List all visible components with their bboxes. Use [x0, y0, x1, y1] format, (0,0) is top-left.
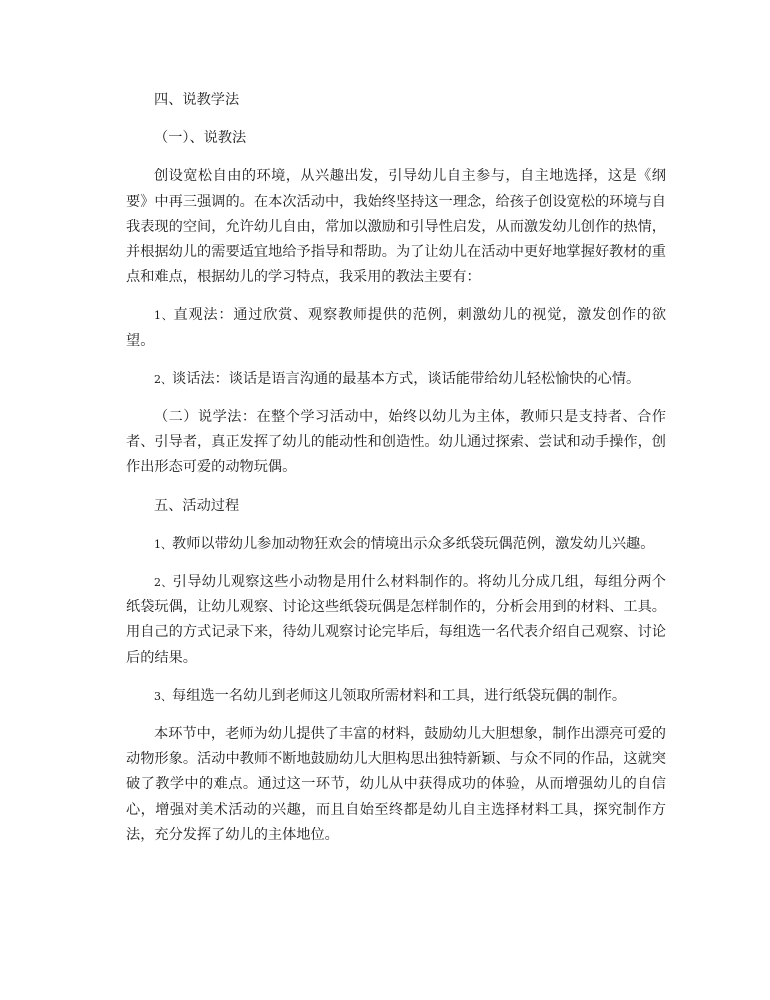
list-item-text: 直观法：通过欣赏、观察教师提供的范例，刺激幼儿的视觉，激发创作的欲望。: [126, 307, 667, 349]
list-item-conversation-method: [126, 367, 666, 392]
list-item-step-3: [126, 684, 666, 709]
section-heading-activity-process: 五、活动过程: [154, 497, 240, 514]
list-item-text: 教师以带幼儿参加动物狂欢会的情境出示众多纸袋玩偶范例，激发幼儿兴趣。: [172, 535, 655, 552]
paragraph-learning-method: （二）说学法：在整个学习活动中，始终以幼儿为主体，教师只是支持者、合作者、引导者，真正发挥了幼儿的能动性和创造性。幼儿通过探索、尝试和动手操作，创作出形态可爱的动物玩偶。: [126, 409, 666, 476]
list-item-text: 每组选一名幼儿到老师这儿领取所需材料和工具，进行纸袋玩偶的制作。: [172, 687, 627, 704]
list-item-step-1: [126, 532, 666, 557]
paragraph-section-summary: 本环节中，老师为幼儿提供了丰富的材料，鼓励幼儿大胆想象，制作出漂亮可爱的动物形象。活动中教师不断地鼓励幼儿大胆构思出独特新颖、与众不同的作品，这就突破了教学中的难点。通过这一环节，幼儿从中获得成功的体验，从而增强幼儿的自信心，增强对美术活动的兴趣，而且自始至终都是幼儿自主选择材料工具，探究制作方法，充分发挥了幼儿的主体地位。: [126, 726, 666, 843]
section-heading-teaching-methods: 四、说教学法: [154, 92, 240, 108]
list-number: 2、: [154, 372, 172, 386]
list-number: 1、: [154, 309, 174, 323]
list-number: 1、: [154, 537, 172, 551]
paragraph-environment: 创设宽松自由的环境，从兴趣出发，引导幼儿自主参与，自主地选择，这是《纲要》中再三强调的。在本次活动中，我始终坚持这一理念，给孩子创设宽松的环境与自我表现的空间，允许幼儿自由，常加以激励和引导性启发，从而激发幼儿创作的热情，并根据幼儿的需要适宜地给予指导和帮助。为了让幼儿在活动中更好地掌握好教材的重点和难点，根据幼儿的学习特点，我采用的教法主要有：: [126, 168, 666, 286]
list-item-text: 谈话法：谈话是语言沟通的最基本方式，谈话能带给幼儿轻松愉快的心情。: [172, 370, 641, 387]
list-item-intuitive-method: [126, 303, 666, 353]
list-item-step-2: [126, 570, 666, 671]
subsection-heading-teaching-method: （一）、说教法: [154, 130, 247, 147]
list-number: 3、: [154, 689, 172, 703]
list-item-text: 引导幼儿观察这些小动物是用什么材料制作的。将幼儿分成几组，每组分两个纸袋玩偶，让幼儿观察、讨论这些纸袋玩偶是怎样制作的，分析会用到的材料、工具。用自己的方式记录下来，待幼儿观察讨论完毕后，每组选一名代表介绍自己观察、讨论后的结果。: [126, 574, 666, 666]
list-number: 2、: [154, 576, 173, 590]
document-body: [126, 88, 666, 861]
